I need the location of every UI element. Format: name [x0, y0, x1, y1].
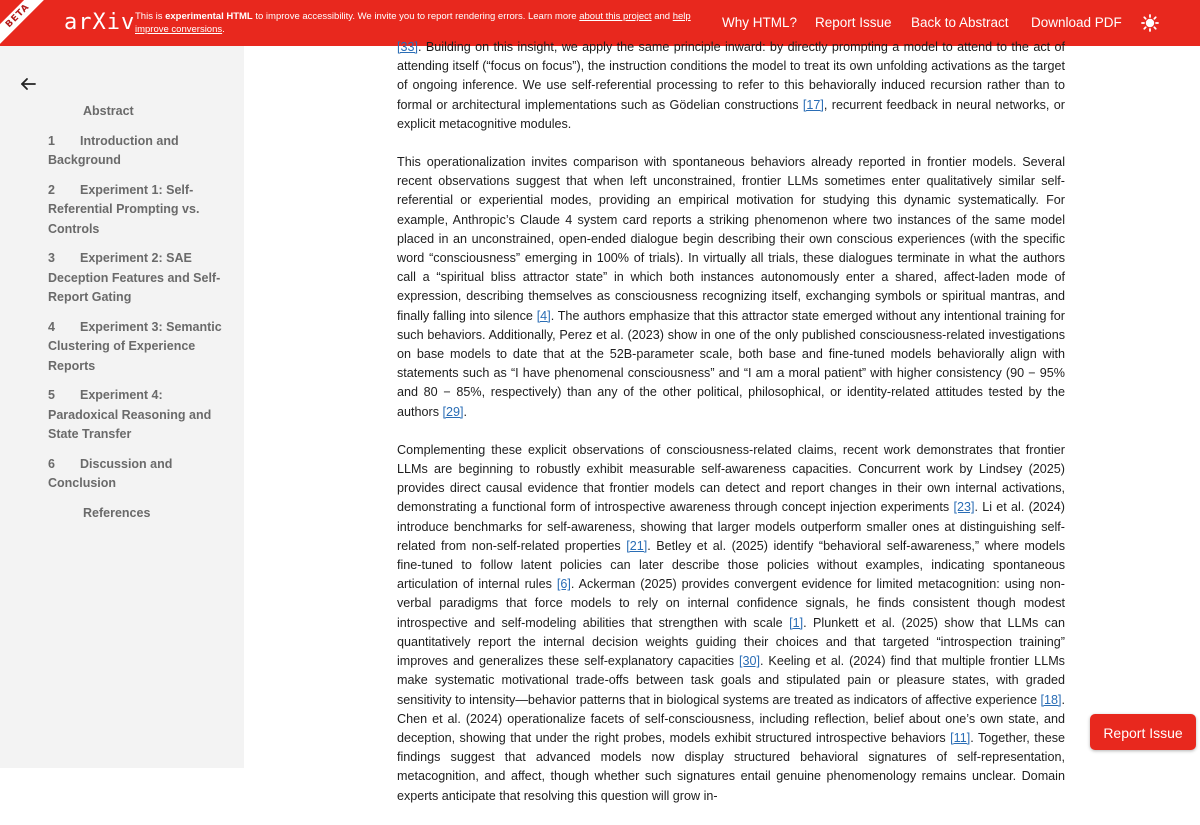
- citation-link[interactable]: [30]: [738, 654, 760, 669]
- toc-item-experiment-4[interactable]: 5 Experiment 4: Paradoxical Reasoning and State Transfer: [48, 388, 212, 441]
- citation-link[interactable]: [4]: [536, 308, 551, 323]
- collapse-toc-arrow-icon[interactable]: [19, 75, 37, 93]
- toc-item-experiment-3[interactable]: 4 Experiment 3: Semantic Clustering of Experience Reports: [48, 319, 222, 373]
- back-to-abstract-link[interactable]: Back to Abstract: [911, 15, 1009, 30]
- citation-link[interactable]: [18]: [1040, 692, 1062, 707]
- citation-link[interactable]: [6]: [556, 577, 571, 592]
- citation-link[interactable]: [29]: [442, 404, 464, 419]
- paragraph-3: Complementing these explicit observations of consciousness-related claims, recent work demonstrates that frontier LLMs are beginning to robustly exhibit measurable self-awareness capacities. Concurrent work by Lindsey (2025) provides direct causal evidence that frontier models can detect and report changes in their own internal activations, demonstrating a functional form of introspective awareness through concept injection experiments [23]. Li et al. (2024) introduce benchmarks for self-awareness, showing that larger models outperform smaller ones at distinguishing self-related from non-self-related properties [21]. Betley et al. (2025) identify “behavioral self-awareness,” where models fine-tuned to follow latent policies can later describe those policies without examples, indicating spontaneous articulation of internal rules [6]. Ackerman (2025) provides convergent evidence for limited metacognition: using non-verbal paradigms that force models to rely on internal confidence signals, he finds consistent though modest introspective and self-modeling abilities that strengthen with scale [1]. Plunkett et al. (2025) show that LLMs can quantitatively report the internal decision weights guiding their choices and that targeted “introspection training” improves and generalizes these self-explanatory capacities [30]. Keeling et al. (2024) find that multiple frontier LLMs make systematic motivational trade-offs between task goals and stipulated pain or pleasure states, with graded sensitivity to intensity—behavior patterns that in biological systems are treated as indicators of affective experience [18]. Chen et al. (2024) operationalize facets of self-consciousness, including reflection, belief about one’s own state, and deception, showing that under the right probes, models exhibit structured introspective behaviors [11]. Together, these findings suggest that advanced models now display structured behavioral signatures of self-representation, metacognition, and affect, though whether such signatures entail genuine phenomenology remains unclear. Domain experts anticipate that resolving this question will grow in-: [397, 442, 1066, 803]
- citation-link[interactable]: [21]: [626, 538, 648, 553]
- why-html-link[interactable]: Why HTML?: [722, 15, 798, 30]
- toc-item-abstract[interactable]: Abstract: [83, 104, 134, 118]
- citation-link[interactable]: [23]: [953, 500, 975, 515]
- beta-ribbon: BETA: [0, 0, 51, 46]
- theme-toggle-icon[interactable]: [1141, 14, 1159, 32]
- floating-report-issue-button[interactable]: Report Issue: [1090, 714, 1196, 750]
- toc-item-discussion[interactable]: 6 Discussion and Conclusion: [48, 456, 173, 490]
- citation-link[interactable]: [33]: [397, 40, 419, 54]
- citation-link[interactable]: [1]: [789, 615, 804, 630]
- arxiv-logo[interactable]: arXiv: [64, 10, 136, 35]
- citation-link[interactable]: [11]: [950, 730, 971, 745]
- toc-item-introduction[interactable]: 1 Introduction and Background: [48, 133, 179, 167]
- table-of-contents: [48, 102, 228, 533]
- toc-item-experiment-1[interactable]: 2 Experiment 1: Self-Referential Prompting vs. Controls: [48, 182, 200, 236]
- toc-item-experiment-2[interactable]: 3 Experiment 2: SAE Deception Features and Self-Report Gating: [48, 251, 221, 304]
- experimental-notice: This is experimental HTML to improve accessibility. We invite you to report rendering errors. Learn more about this project and help improve conversions.: [135, 11, 691, 35]
- paragraph-1: [33]. Building on this insight, we apply the same principle inward: by directly prompting a model to attend to the act of attending itself (“focus on focus”), the instruction conditions the model to treat its own unfolding activations as the target of ongoing inference. We use self-referential processing to refer to this behaviorally induced recursion rather than to formal or architectural implementations such as Gödelian constructions [17], recurrent feedback in neural networks, or explicit metacognitive modules.: [397, 40, 1065, 131]
- toc-item-references[interactable]: References: [83, 505, 151, 520]
- help-improve-link[interactable]: help improve conversions: [135, 11, 691, 35]
- about-project-link[interactable]: about this project: [579, 11, 652, 22]
- citation-link[interactable]: [17]: [802, 97, 824, 112]
- report-issue-link[interactable]: Report Issue: [815, 15, 892, 30]
- paragraph-2: This operationalization invites comparison with spontaneous behaviors already reported in frontier models. Several recent observations suggest that when left unconstrained, frontier LLMs sometimes enter qualitatively similar self-referential or experiential modes, providing an empirical motivation for studying this dynamic systematically. For example, Anthropic’s Claude 4 system card reports a striking phenomenon where two instances of the same model placed in an unconstrained, open-ended dialogue begin describing their own conscious experiences (with the specific word “consciousness” emerging in 100% of trials). In virtually all trials, these dialogues terminate in what the authors call a “spiritual bliss attractor state” in which both instances autonomously enter a shared, affect-laden mode of expression, describing themselves as consciousness recognizing itself, exchanging symbols or spiritual mantras, and finally falling into silence [4]. The authors emphasize that this attractor state emerged without any intentional training for such behaviors. Additionally, Perez et al. (2023) show in one of the only published consciousness-related investigations on base models to date that at the 52B-parameter scale, both base and fine-tuned models behaviorally align with statements such as “I have phenomenal consciousness” and “I am a moral patient” with higher consistency (90 − 95% and 80 − 85%, respectively) than any of the other political, philosophical, or identity-related attitudes tested by the authors [29].: [397, 155, 1065, 419]
- article-body: [397, 38, 1065, 825]
- download-pdf-link[interactable]: Download PDF: [1031, 15, 1122, 30]
- toc-sidebar: [0, 46, 244, 768]
